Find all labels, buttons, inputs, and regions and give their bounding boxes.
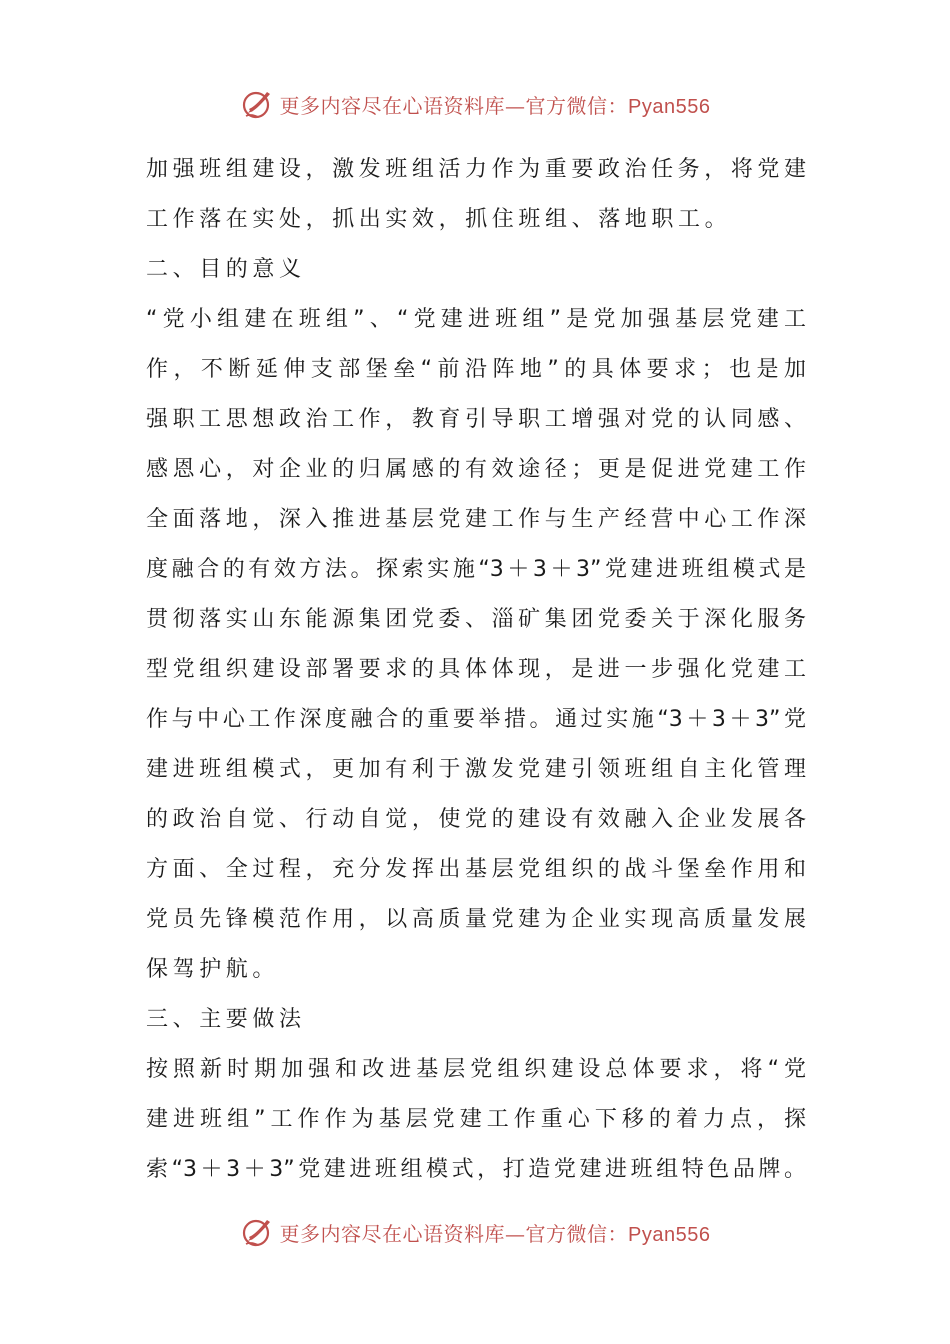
body-line: 贯彻落实山东能源集团党委、淄矿集团党委关于深化服务 — [146, 607, 806, 632]
body-line: 方面、全过程，充分发挥出基层党组织的战斗堡垒作用和 — [146, 857, 806, 882]
body-line: 党员先锋模范作用，以高质量党建为企业实现高质量发展 — [146, 907, 806, 932]
body-line: 作，不断延伸支部堡垒“前沿阵地”的具体要求；也是加 — [146, 357, 806, 382]
document-body — [146, 145, 806, 1195]
header-watermark — [0, 84, 950, 124]
body-line: 感恩心，对企业的归属感的有效途径；更是促进党建工作 — [146, 457, 806, 482]
footer-watermark-main: 更多内容尽在心语资料库—官方微信： — [279, 1221, 629, 1246]
footer-watermark-text — [280, 1218, 711, 1247]
section-heading: 二、目的意义 — [146, 257, 306, 282]
body-line: 作与中心工作深度融合的重要举措。通过实施“3＋3＋3”党 — [146, 707, 806, 732]
header-watermark-main: 更多内容尽在心语资料库—官方微信： — [279, 93, 629, 118]
body-line: 全面落地，深入推进基层党建工作与生产经营中心工作深 — [146, 507, 806, 532]
body-line: 索“3＋3＋3”党建进班组模式，打造党建进班组特色品牌。 — [146, 1157, 806, 1182]
body-line: 保驾护航。 — [146, 957, 280, 982]
body-line: 建进班组”工作作为基层党建工作重心下移的着力点，探 — [146, 1107, 806, 1132]
body-line: 加强班组建设，激发班组活力作为重要政治任务，将党建 — [146, 157, 806, 182]
pen-nib-logo-icon — [240, 87, 274, 121]
body-line: 工作落在实处，抓出实效，抓住班组、落地职工。 — [146, 207, 732, 232]
footer-watermark-account: Pyan556 — [628, 1223, 711, 1246]
header-watermark-account: Pyan556 — [628, 95, 711, 118]
header-watermark-text — [280, 90, 711, 119]
body-line: 按照新时期加强和改进基层党组织建设总体要求，将“党 — [146, 1057, 806, 1082]
body-line: 型党组织建设部署要求的具体体现，是进一步强化党建工 — [146, 657, 806, 682]
body-line: 建进班组模式，更加有利于激发党建引领班组自主化管理 — [146, 757, 806, 782]
body-line: 的政治自觉、行动自觉，使党的建设有效融入企业发展各 — [146, 807, 806, 832]
section-heading: 三、主要做法 — [146, 1007, 306, 1032]
body-line: “党小组建在班组”、“党建进班组”是党加强基层党建工 — [146, 307, 806, 332]
pen-nib-logo-icon — [240, 1215, 274, 1249]
body-line: 度融合的有效方法。探索实施“3＋3＋3”党建进班组模式是 — [146, 557, 806, 582]
footer-watermark — [0, 1212, 950, 1252]
body-line: 强职工思想政治工作，教育引导职工增强对党的认同感、 — [146, 407, 806, 432]
